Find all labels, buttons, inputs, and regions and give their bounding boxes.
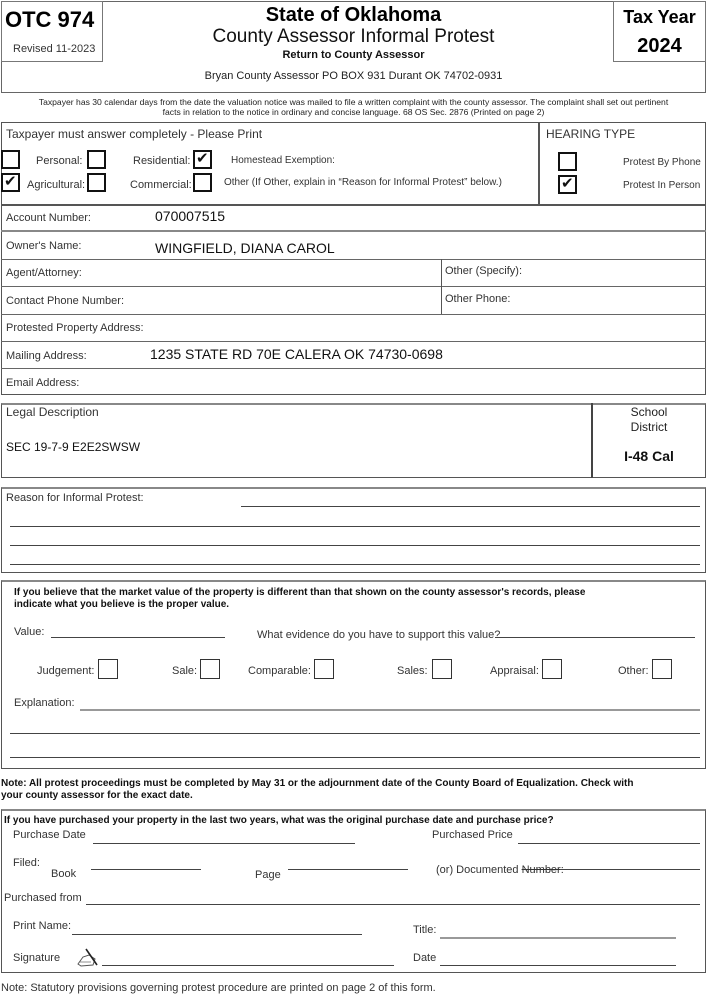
- value-label: Value:: [14, 626, 45, 638]
- return-to: Return to County Assessor: [282, 49, 425, 61]
- documented-label: [436, 864, 564, 876]
- other-phone-field[interactable]: [520, 289, 702, 311]
- reason-line-4[interactable]: [10, 564, 700, 565]
- other-specify-field[interactable]: [530, 262, 702, 284]
- agent-attorney-label: Agent/Attorney:: [6, 267, 82, 279]
- other-specify-label: Other (Specify):: [445, 265, 523, 277]
- checkbox-comparable[interactable]: [314, 659, 334, 679]
- checkbox-judgement[interactable]: [98, 659, 118, 679]
- label-residential: Residential:: [133, 155, 191, 167]
- purchase-box: [1, 809, 706, 973]
- owner-name-label: Owner's Name:: [6, 240, 82, 252]
- assessor-address: Bryan County Assessor PO BOX 931 Durant OK 74702-0931: [204, 70, 503, 82]
- page-label: Page: [255, 869, 281, 881]
- checkbox-other-evidence[interactable]: [652, 659, 672, 679]
- evidence-line[interactable]: [495, 637, 695, 638]
- contact-phone-field[interactable]: [130, 289, 438, 311]
- signature-pen-icon: [75, 946, 101, 968]
- label-other-evidence: Other:: [618, 665, 649, 677]
- checkbox-commercial[interactable]: [87, 173, 106, 192]
- divider: [1, 368, 706, 369]
- email-label: Email Address:: [6, 377, 80, 389]
- print-name-line[interactable]: [72, 934, 362, 935]
- evidence-label: What evidence do you have to support this value?: [257, 629, 501, 641]
- explanation-line-2[interactable]: [10, 733, 700, 734]
- hearing-type-heading: HEARING TYPE: [546, 127, 636, 141]
- divider: [1, 230, 706, 232]
- documented-number-line[interactable]: [560, 869, 700, 870]
- form-title: County Assessor Informal Protest: [212, 26, 495, 47]
- reason-line-2[interactable]: [10, 526, 700, 527]
- checkbox-protest-by-phone[interactable]: [558, 152, 577, 171]
- documented-label-text: (or) Documented: [436, 864, 522, 876]
- tax-year-value: 2024: [637, 35, 682, 57]
- purchase-price-label: Purchased Price: [432, 829, 513, 841]
- checkbox-sale[interactable]: [200, 659, 220, 679]
- checkbox-appraisal[interactable]: [542, 659, 562, 679]
- explanation-line-1[interactable]: [80, 709, 700, 711]
- school-district-label-2: District: [630, 420, 668, 434]
- purchase-heading: If you have purchased your property in the last two years, what was the original purchase date and purchase price?: [4, 815, 554, 826]
- date-line[interactable]: [440, 965, 676, 966]
- book-line[interactable]: [91, 869, 201, 870]
- reason-label: Reason for Informal Protest:: [6, 492, 144, 504]
- owner-name-value[interactable]: WINGFIELD, DIANA CAROL: [155, 240, 335, 256]
- other-phone-label: Other Phone:: [445, 293, 511, 305]
- title-label: Title:: [413, 924, 437, 936]
- label-appraisal: Appraisal:: [490, 665, 539, 677]
- deadline-note-line-2: your county assessor for the exact date.: [1, 790, 193, 801]
- account-number-value[interactable]: 070007515: [155, 208, 226, 224]
- contact-phone-label: Contact Phone Number:: [6, 295, 125, 307]
- deadline-note-line-1: Note: All protest proceedings must be completed by May 31 or the adjournment date of the County Board of Equalization. Check with: [1, 778, 634, 789]
- state-title: State of Oklahoma: [265, 4, 442, 26]
- label-commercial: Commercial:: [130, 179, 192, 191]
- value-line[interactable]: [51, 637, 225, 638]
- explanation-label: Explanation:: [14, 697, 75, 709]
- divider: [441, 259, 442, 314]
- label-protest-in-person: Protest In Person: [623, 180, 701, 191]
- reason-line-3[interactable]: [10, 545, 700, 546]
- school-district-label-1: School: [630, 405, 668, 419]
- agent-attorney-field[interactable]: [100, 262, 438, 284]
- market-value-heading-1: If you believe that the market value of the property is different than that shown on the county assessor's records, please: [14, 587, 586, 598]
- divider: [1, 341, 706, 342]
- label-agricultural: Agricultural:: [27, 179, 86, 191]
- label-sale: Sale:: [172, 665, 198, 677]
- protested-address-field[interactable]: [150, 317, 702, 339]
- tax-year-label: Tax Year: [623, 7, 696, 27]
- market-value-heading-2: indicate what you believe is the proper value.: [14, 599, 230, 610]
- checkbox-agricultural[interactable]: [1, 173, 20, 192]
- protested-address-label: Protested Property Address:: [6, 322, 144, 334]
- property-type-heading: Taxpayer must answer completely - Please Print: [6, 127, 263, 141]
- label-protest-by-phone: Protest By Phone: [623, 157, 701, 168]
- notice-line-2: facts in relation to the notice in ordinary and concise language. 68 OS Sec. 2876 (Printed on page 2): [162, 107, 545, 117]
- purchased-from-label: Purchased from: [4, 892, 82, 904]
- book-label: Book: [51, 868, 77, 880]
- mailing-address-label: Mailing Address:: [6, 350, 87, 362]
- legal-description-label: Legal Description: [6, 405, 99, 419]
- email-field[interactable]: [90, 372, 702, 392]
- footer-note: Note: Statutory provisions governing protest procedure are printed on page 2 of this form.: [1, 982, 436, 994]
- purchase-price-line[interactable]: [518, 843, 700, 844]
- signature-line[interactable]: [102, 965, 394, 966]
- filed-label: Filed:: [13, 857, 40, 869]
- school-district-value: I-48 Cal: [624, 448, 674, 464]
- title-line[interactable]: [440, 937, 676, 939]
- checkbox-protest-in-person[interactable]: [558, 175, 577, 194]
- mailing-address-value[interactable]: 1235 STATE RD 70E CALERA OK 74730-0698: [150, 346, 443, 362]
- checkbox-residential[interactable]: [87, 150, 106, 169]
- purchase-date-label: Purchase Date: [13, 829, 86, 841]
- purchased-from-line[interactable]: [86, 904, 700, 905]
- divider: [1, 259, 706, 260]
- checkbox-other[interactable]: [193, 173, 212, 192]
- reason-line-1[interactable]: [241, 506, 700, 507]
- account-number-label: Account Number:: [6, 212, 91, 224]
- revised-date: Revised 11-2023: [13, 43, 96, 55]
- explanation-line-3[interactable]: [10, 757, 700, 758]
- page-line[interactable]: [288, 869, 408, 870]
- label-comparable: Comparable:: [248, 665, 311, 677]
- divider: [1, 286, 706, 287]
- date-label: Date: [413, 952, 437, 964]
- checkbox-personal[interactable]: [1, 150, 20, 169]
- label-other: Other (If Other, explain in “Reason for Informal Protest” below.): [224, 177, 502, 188]
- signature-label: Signature: [13, 952, 61, 964]
- label-sales: Sales:: [397, 665, 428, 677]
- form-number: OTC 974: [5, 7, 95, 32]
- checkbox-homestead-exemption[interactable]: [193, 150, 212, 169]
- checkbox-sales[interactable]: [432, 659, 452, 679]
- divider: [1, 314, 706, 315]
- legal-description-value[interactable]: SEC 19-7-9 E2E2SWSW: [6, 440, 141, 454]
- label-judgement: Judgement:: [37, 665, 95, 677]
- label-homestead-exemption: Homestead Exemption:: [231, 155, 335, 166]
- documented-number-text: Number:: [521, 864, 564, 876]
- label-personal: Personal:: [36, 155, 83, 167]
- print-name-label: Print Name:: [13, 920, 72, 932]
- notice-line-1: Taxpayer has 30 calendar days from the date the valuation notice was mailed to file a written complaint with the county assessor. The complaint shall set out pertinent: [38, 97, 669, 107]
- purchase-date-line[interactable]: [93, 843, 355, 844]
